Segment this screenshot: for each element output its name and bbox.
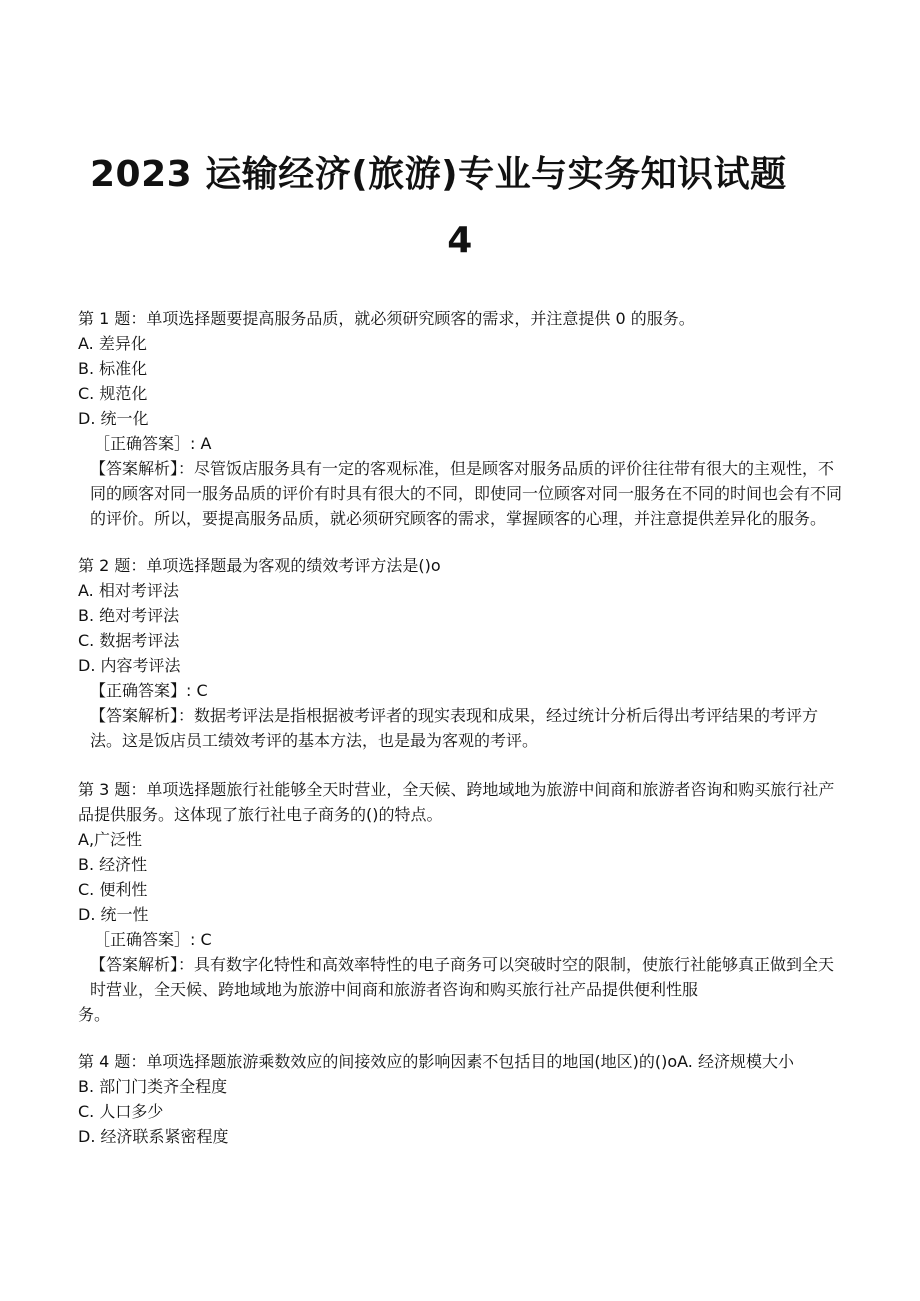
question-1-answer: ［正确答案］: A xyxy=(94,434,212,453)
document-title xyxy=(60,142,860,274)
question-3-answer: ［正确答案］: C xyxy=(94,930,212,949)
title-line-1: 2023 运输经济(旅游)专业与实务知识试题 xyxy=(90,154,787,195)
question-2-option-b: B. 绝对考评法 xyxy=(78,606,180,625)
question-4-option-d: D. 经济联系紧密程度 xyxy=(78,1127,229,1146)
question-1 xyxy=(78,306,848,531)
question-3-stem: 第 3 题：单项选择题旅行社能够全天时营业，全天候、跨地域地为旅游中间商和旅游者咨询和购买旅行社产品提供服务。这体现了旅行社电子商务的()的特点。 xyxy=(78,780,835,824)
question-1-option-d: D. 统一化 xyxy=(78,409,149,428)
question-2-option-d: D. 内容考评法 xyxy=(78,656,181,675)
question-2-option-a: A. 相对考评法 xyxy=(78,581,179,600)
question-3-option-b: B. 经济性 xyxy=(78,855,148,874)
question-4-option-b: B. 部门门类齐全程度 xyxy=(78,1077,228,1096)
question-list xyxy=(78,306,848,1171)
question-4 xyxy=(78,1049,848,1149)
question-4-option-c: C. 人口多少 xyxy=(78,1102,164,1121)
question-2-answer: 【正确答案】: C xyxy=(90,681,208,700)
question-1-option-c: C. 规范化 xyxy=(78,384,148,403)
question-2-option-c: C. 数据考评法 xyxy=(78,631,180,650)
question-3-option-d: D. 统一性 xyxy=(78,905,149,924)
question-2-explanation: 【答案解析】：数据考评法是指根据被考评者的现实表现和成果，经过统计分析后得出考评结果的考评方法。这是饭店员工绩效考评的基本方法，也是最为客观的考评。 xyxy=(90,706,819,750)
question-1-option-a: A. 差异化 xyxy=(78,334,147,353)
question-1-option-b: B. 标准化 xyxy=(78,359,148,378)
question-3-option-a: A,广泛性 xyxy=(78,830,143,849)
question-3-option-c: C. 便利性 xyxy=(78,880,148,899)
question-1-explanation: 【答案解析】：尽管饭店服务具有一定的客观标准，但是顾客对服务品质的评价往往带有很大的主观性，不同的顾客对同一服务品质的评价有时具有很大的不同，即使同一位顾客对同一服务在不同的时间也会有不同的评价。所以，要提高服务品质，就必须研究顾客的需求，掌握顾客的心理，并注意提供差异化的服务。 xyxy=(90,459,843,528)
question-3-explanation: 【答案解析】：具有数字化特性和高效率特性的电子商务可以突破时空的限制，使旅行社能够真正做到全天时营业，全天候、跨地域地为旅游中间商和旅游者咨询和购买旅行社产品提供便利性服 xyxy=(90,955,835,999)
title-line-2: 4 xyxy=(447,220,473,261)
question-4-stem: 第 4 题：单项选择题旅游乘数效应的间接效应的影响因素不包括目的地国(地区)的()oA. 经济规模大小 xyxy=(78,1052,794,1071)
question-2-stem: 第 2 题：单项选择题最为客观的绩效考评方法是()o xyxy=(78,556,441,575)
question-1-stem: 第 1 题：单项选择题要提高服务品质，就必须研究顾客的需求，并注意提供 0 的服务。 xyxy=(78,309,695,328)
question-2 xyxy=(78,553,848,753)
question-3 xyxy=(78,777,848,1027)
question-3-explanation-tail: 务。 xyxy=(78,1005,111,1024)
